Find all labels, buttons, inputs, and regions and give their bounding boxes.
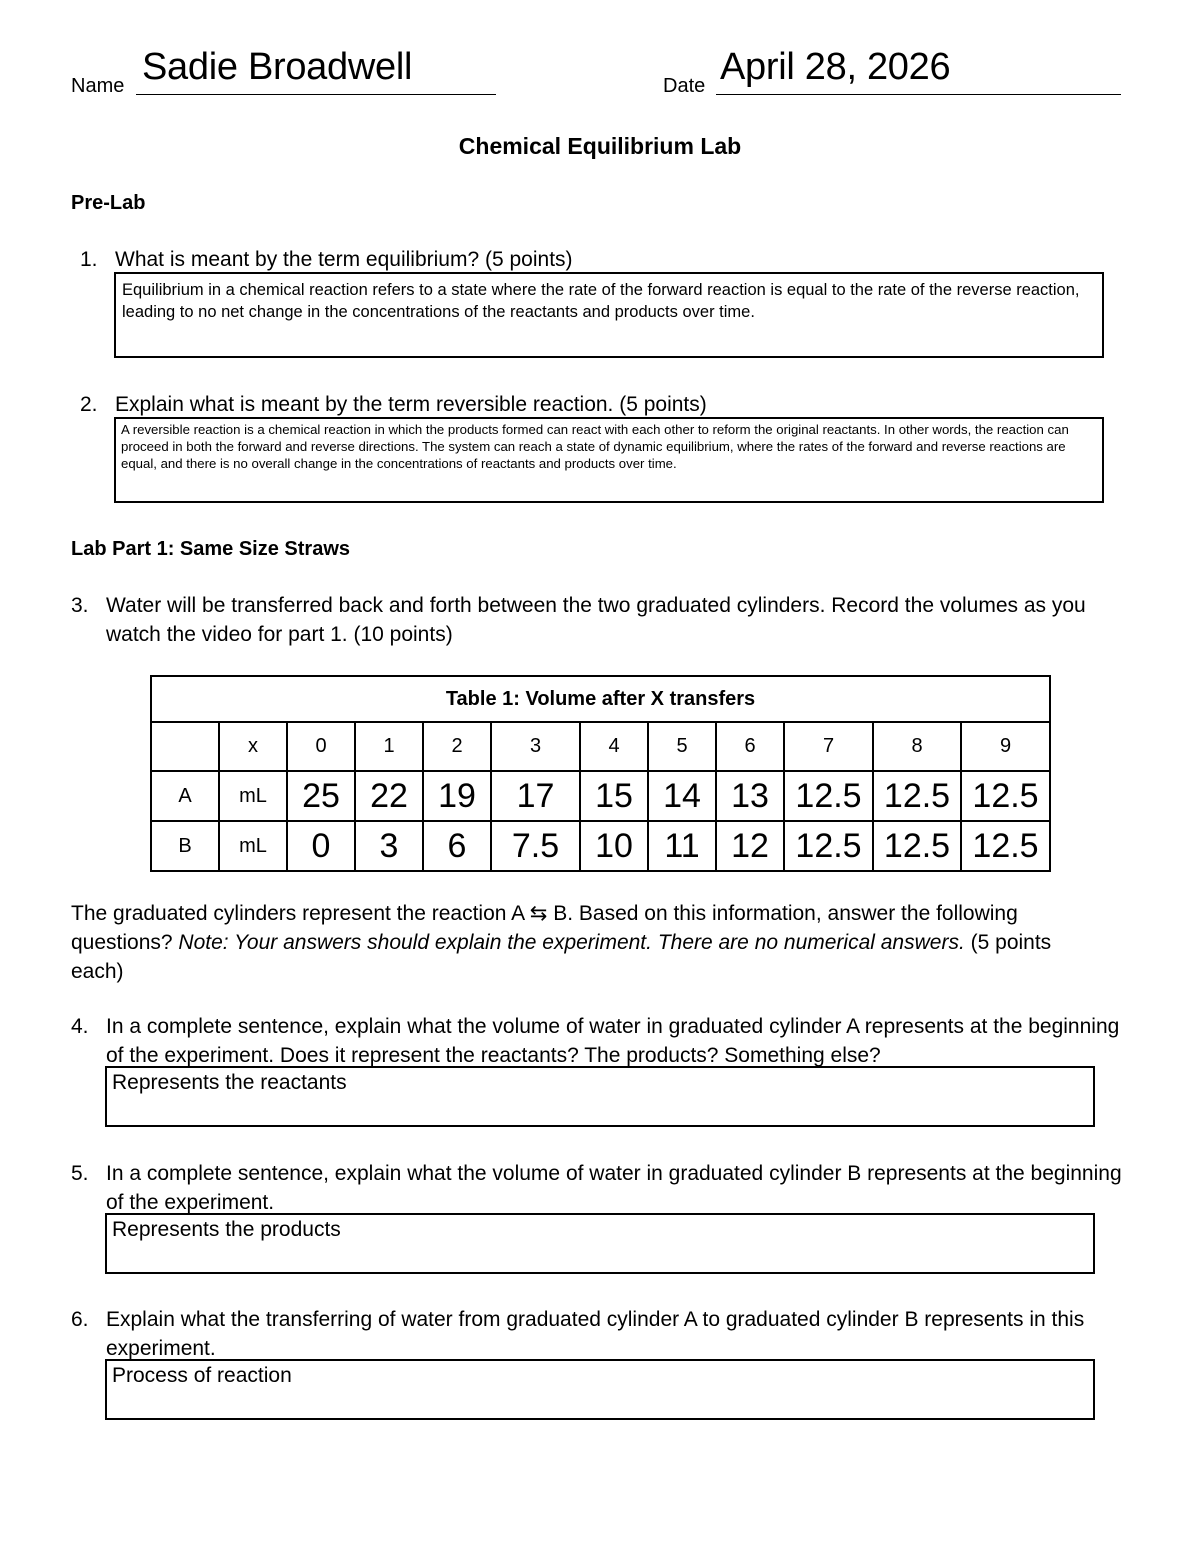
table-x-value: 9 (961, 722, 1050, 771)
date-label: Date (663, 75, 706, 97)
table-x-label: x (219, 722, 287, 771)
answer-5-box[interactable]: Represents the products (105, 1213, 1095, 1274)
table-value-cell[interactable]: 11 (648, 821, 716, 871)
answer-6-box[interactable]: Process of reaction (105, 1359, 1095, 1420)
table-x-value: 3 (491, 722, 580, 771)
table-x-value: 6 (716, 722, 784, 771)
table-value-cell[interactable]: 15 (580, 771, 648, 821)
question-6-text: Explain what the transferring of water from graduated cylinder A to graduated cylinder B represents in this experiment. (106, 1308, 1085, 1360)
table-value-cell[interactable]: 25 (287, 771, 355, 821)
table-row-name: B (151, 821, 219, 871)
answer-1-box[interactable]: Equilibrium in a chemical reaction refers to a state where the rate of the forward reaction is equal to the rate of the reverse reaction, leading to no net change in the concentrations of the reactants and products over time. (114, 272, 1104, 358)
table-value-cell[interactable]: 6 (423, 821, 491, 871)
question-1-text: What is meant by the term equilibrium? (5 points) (115, 248, 573, 271)
table-value-cell[interactable]: 7.5 (491, 821, 580, 871)
table-x-value: 8 (873, 722, 961, 771)
question-3-text: Water will be transferred back and forth between the two graduated cylinders. Record the volumes as you watch the video for part 1. (10 points) (106, 594, 1086, 646)
table-row-name: A (151, 771, 219, 821)
table-value-cell[interactable]: 0 (287, 821, 355, 871)
table-value-cell[interactable]: 3 (355, 821, 423, 871)
table-value-cell[interactable]: 12.5 (873, 821, 961, 871)
question-5-text: In a complete sentence, explain what the volume of water in graduated cylinder B represents at the beginning of the experiment. (106, 1162, 1122, 1214)
table-value-cell[interactable]: 12.5 (873, 771, 961, 821)
table-value-cell[interactable]: 12.5 (784, 821, 873, 871)
table-x-value: 7 (784, 722, 873, 771)
table-x-value: 5 (648, 722, 716, 771)
table-x-value: 2 (423, 722, 491, 771)
intro-paragraph (71, 899, 1071, 986)
table-row-x (151, 722, 1050, 771)
question-5-number: 5. (71, 1162, 89, 1185)
page-title: Chemical Equilibrium Lab (458, 133, 742, 159)
table-value-cell[interactable]: 22 (355, 771, 423, 821)
table-value-cell[interactable]: 12.5 (784, 771, 873, 821)
date-field[interactable]: April 28, 2026 (720, 46, 951, 88)
date-underline (716, 94, 1121, 95)
name-underline (136, 94, 496, 95)
question-4-text: In a complete sentence, explain what the volume of water in graduated cylinder A represents at the beginning of the experiment. Does it represent the reactants? The products? Something else? (106, 1015, 1120, 1067)
table-value-cell[interactable]: 19 (423, 771, 491, 821)
name-label: Name (71, 75, 125, 97)
table-value-cell[interactable]: 14 (648, 771, 716, 821)
intro-text: The graduated cylinders represent the reaction A ⇆ B. Based on this information, answer the following questions? (71, 902, 1018, 954)
table-value-cell[interactable]: 10 (580, 821, 648, 871)
table-row-unit: mL (219, 771, 287, 821)
table-x-value: 0 (287, 722, 355, 771)
table-row-b (151, 821, 1050, 871)
answer-4-box[interactable]: Represents the reactants (105, 1066, 1095, 1127)
table-row-a (151, 771, 1050, 821)
part1-heading: Lab Part 1: Same Size Straws (71, 538, 351, 560)
table-value-cell[interactable]: 12.5 (961, 771, 1050, 821)
table-x-value: 1 (355, 722, 423, 771)
question-3-number: 3. (71, 594, 89, 617)
intro-points: (5 points each) (71, 931, 1052, 983)
volume-table (150, 675, 1051, 872)
table-x-value: 4 (580, 722, 648, 771)
name-field[interactable]: Sadie Broadwell (142, 46, 413, 88)
table-value-cell[interactable]: 12.5 (961, 821, 1050, 871)
table-value-cell[interactable]: 12 (716, 821, 784, 871)
table-value-cell[interactable]: 17 (491, 771, 580, 821)
answer-2-box[interactable]: A reversible reaction is a chemical reaction in which the products formed can react with each other to reform the original reactants. In other words, the reaction can proceed in both the forward and reverse directions. The system can reach a state of dynamic equilibrium, where the rates of the forward and reverse reactions are equal, and there is no overall change in the concentrations of reactants and products over time. (114, 417, 1104, 503)
prelab-heading: Pre-Lab (71, 192, 146, 214)
table-cell-empty (151, 722, 219, 771)
question-6-number: 6. (71, 1308, 89, 1331)
question-1-number: 1. (80, 248, 98, 271)
table-caption: Table 1: Volume after X transfers (151, 676, 1050, 722)
question-2-number: 2. (80, 393, 98, 416)
question-4-number: 4. (71, 1015, 89, 1038)
question-2-text: Explain what is meant by the term reversible reaction. (5 points) (115, 393, 707, 416)
table-row-unit: mL (219, 821, 287, 871)
intro-note: Note: Your answers should explain the experiment. There are no numerical answers. (178, 931, 965, 954)
table-value-cell[interactable]: 13 (716, 771, 784, 821)
